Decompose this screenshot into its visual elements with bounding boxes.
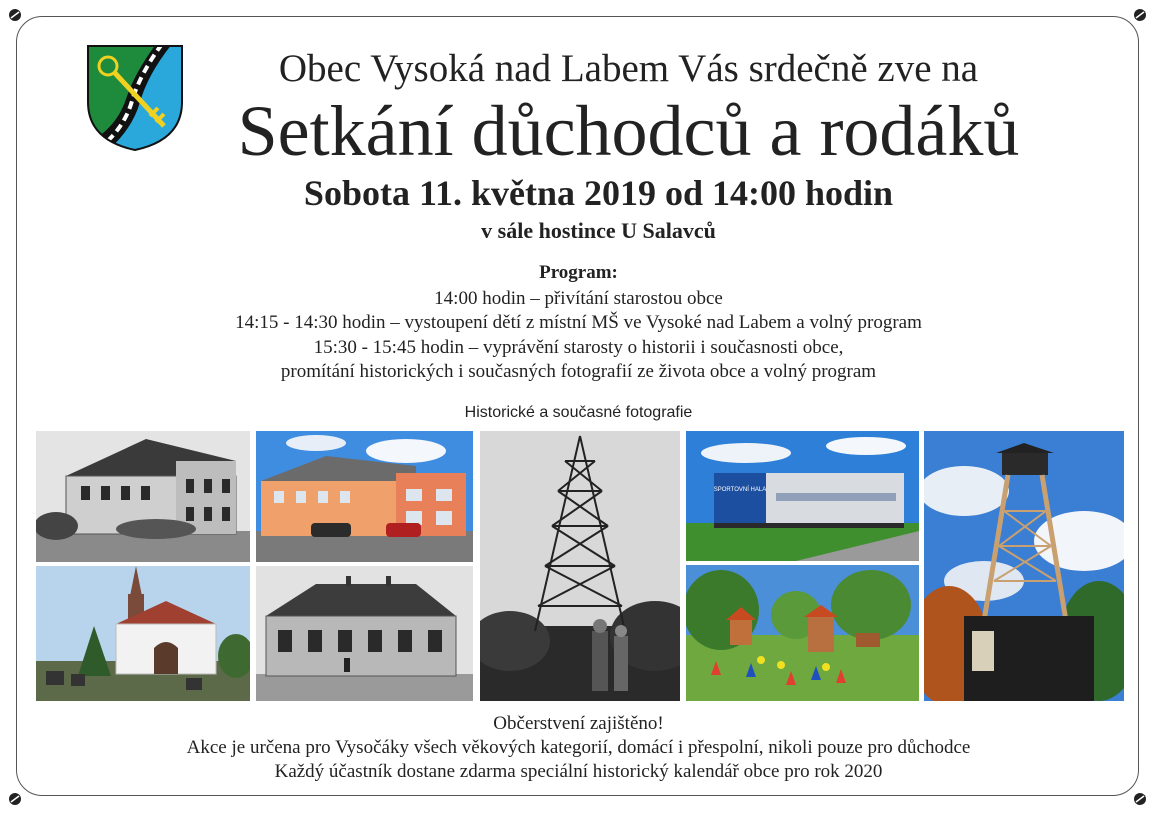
invitation-line: Obec Vysoká nad Labem Vás srdečně zve na xyxy=(278,47,979,90)
program-line: promítání historických i současných fotografií ze života obce a volný program xyxy=(280,361,877,382)
photo-sports-hall xyxy=(686,431,919,561)
program-heading: Program: xyxy=(539,262,618,283)
photo-chapel xyxy=(36,566,250,701)
program-line: 14:15 - 14:30 hodin – vystoupení dětí z místní MŠ ve Vysoké nad Labem a volný program xyxy=(235,312,922,333)
hall-sign-text: SPORTOVNÍ HALA xyxy=(713,487,767,493)
photo-municipal-office xyxy=(256,431,473,562)
screw-icon xyxy=(1133,792,1147,806)
screw-icon xyxy=(8,8,22,22)
event-title: Setkání důchodců a rodáků xyxy=(237,91,1020,171)
screw-icon xyxy=(1133,8,1147,22)
photo-historic-tower xyxy=(480,431,680,701)
footer-refreshments: Občerstvení zajištěno! xyxy=(493,713,664,734)
footer-audience: Akce je určena pro Vysočáky všech věkových kategorií, domácí i přespolní, nikoli pouze pro důchodce xyxy=(186,737,971,758)
photo-modern-tower xyxy=(924,431,1124,701)
event-venue: v sále hostince U Salavců xyxy=(481,218,716,243)
footer-calendar: Každý účastník dostane zdarma speciální historický kalendář obce pro rok 2020 xyxy=(274,761,883,782)
photo-historic-school xyxy=(36,431,250,562)
photo-historic-house xyxy=(256,566,473,701)
program-line: 14:00 hodin – přivítání starostou obce xyxy=(434,288,723,309)
photos-caption: Historické a současné fotografie xyxy=(464,404,693,421)
event-date: Sobota 11. května 2019 od 14:00 hodin xyxy=(303,173,894,213)
program-line: 15:30 - 15:45 hodin – vyprávění starosty o historii i současnosti obce, xyxy=(313,337,844,358)
screw-icon xyxy=(8,792,22,806)
photo-playground xyxy=(686,565,919,701)
